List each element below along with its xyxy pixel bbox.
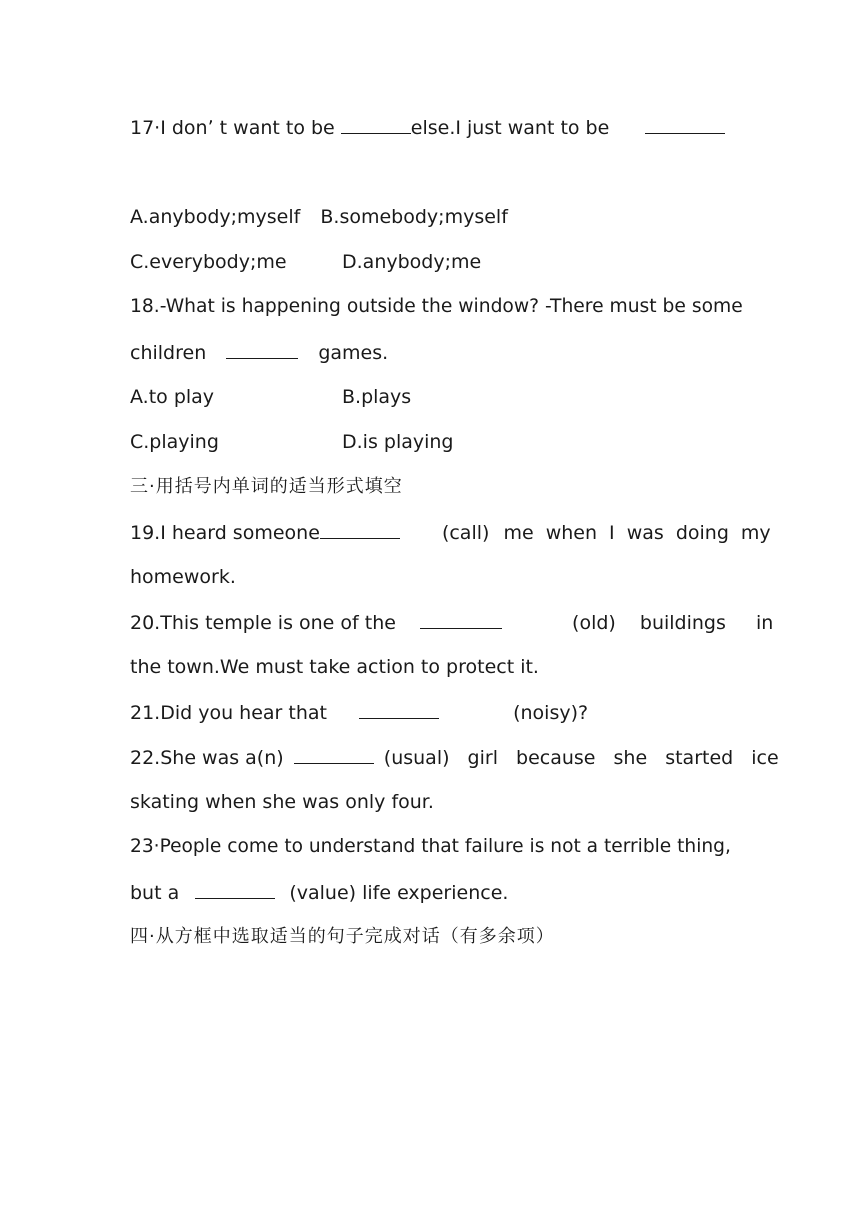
q20-line-1 [130,610,774,635]
q17-option-b: B.somebody;myself [320,206,508,228]
q22-blank[interactable] [294,745,374,764]
q17-blank-1[interactable] [341,115,411,134]
q17-option-c: C.everybody;me [130,251,287,273]
q23-text-b: (value) life experience. [289,882,509,904]
section-3-heading: 三·用括号内单词的适当形式填空 [130,476,403,497]
q18-option-a: A.to play [130,386,215,408]
q17-text-b: else.I just want to be [410,117,610,139]
q17-option-a: A.anybody;myself [130,206,301,228]
q20-text-b: (old) [572,612,616,634]
q17-option-d: D.anybody;me [342,251,482,273]
q22-line-1 [130,745,779,770]
q17-options-row-1 [130,205,730,229]
q23-blank[interactable] [195,880,275,899]
q21-blank[interactable] [359,700,439,719]
q18-option-b: B.plays [342,386,412,408]
q21-line [130,700,730,725]
q19-line-2: homework. [130,566,236,588]
q23-line-1: 23·People come to understand that failure is not a terrible thing, [130,836,731,857]
q18-options-row-2 [130,430,730,454]
q18-blank[interactable] [226,340,298,359]
q17-text-a: 17·I donʼ t want to be [130,117,335,139]
q20-text-a: 20.This temple is one of the [130,612,396,634]
q22-text-b: (usual) girl because she started ice [383,747,779,769]
q23-text-a: but a [130,882,180,904]
q19-text-a: 19.I heard someone [130,522,320,544]
q19-line-1 [130,520,771,545]
q22-text-a: 22.She was a(n) [130,747,284,769]
q18-text-b: games. [318,342,389,364]
q18-option-c: C.playing [130,431,219,453]
q19-blank[interactable] [320,520,400,539]
q19-text-c: me when I was doing my [503,522,771,544]
q18-options-row-1 [130,385,730,409]
q21-text-a: 21.Did you hear that [130,702,327,724]
q19-text-b: (call) [441,522,490,544]
q18-option-d: D.is playing [342,431,454,453]
q17-options-row-2 [130,250,730,274]
section-4-heading: 四·从方框中选取适当的句子完成对话（有多余项） [130,926,555,947]
q20-text-c: buildings [639,612,726,634]
q18-line-1: 18.-What is happening outside the window? -There must be some [130,296,743,317]
q17-blank-2[interactable] [645,115,725,134]
question-17-stem [130,115,730,140]
q20-text-d: in [755,612,774,634]
q21-text-b: (noisy)? [513,702,589,724]
q22-line-2: skating when she was only four. [130,791,434,813]
q20-line-2: the town.We must take action to protect it. [130,656,539,678]
q23-line-2 [130,880,730,905]
q18-line-2 [130,340,730,365]
q18-text-a: children [130,342,207,364]
q20-blank[interactable] [420,610,502,629]
